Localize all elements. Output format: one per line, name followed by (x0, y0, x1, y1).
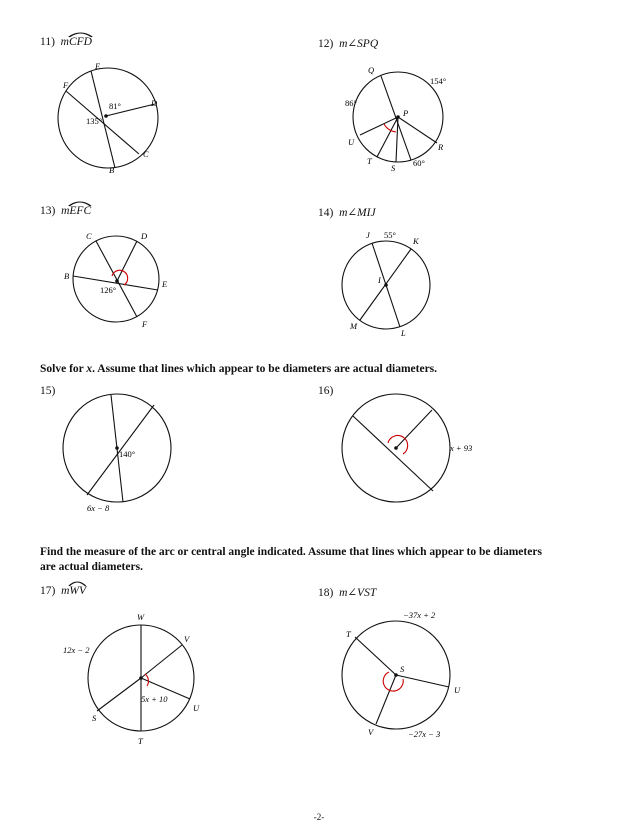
arc-value: 154° (430, 76, 447, 86)
point-label-v: V (184, 634, 190, 644)
point-label-u: U (348, 137, 355, 147)
chord-16-diagonal (353, 416, 433, 491)
line-12-t (377, 117, 398, 157)
arc-value: 60° (413, 158, 425, 168)
point-label-m: M (350, 321, 358, 331)
point-label-v: V (368, 727, 374, 737)
point-label-u: U (454, 685, 461, 695)
point-label-b: B (64, 271, 70, 281)
center-dot-13 (115, 279, 119, 283)
point-label-q: Q (368, 65, 375, 75)
line-12-s (396, 117, 398, 162)
point-label-l: L (401, 328, 406, 338)
point-label-i: I (378, 275, 381, 285)
center-points (104, 114, 400, 680)
point-label-t: T (346, 629, 351, 639)
figure-13-circle-diagram (73, 236, 159, 322)
arc-value: 86° (345, 98, 357, 108)
problem-13-label: 13) m EFC (40, 205, 91, 217)
problem-17-label: 17) m WV (40, 585, 86, 597)
arc-value: 55° (384, 230, 396, 240)
point-label-c: C (86, 231, 92, 241)
angle-value: 135° (86, 116, 103, 126)
radius-16 (396, 410, 432, 448)
point-label-w: W (137, 612, 145, 622)
arc-expression: 6x − 8 (87, 503, 110, 513)
instructions-solve: Solve for x. Assume that lines which appear to be diameters are actual diameters. (40, 363, 438, 375)
radius-17-s (97, 678, 141, 711)
arc-name: WV (69, 585, 87, 597)
point-label-u: U (193, 703, 200, 713)
page-number: -2- (313, 812, 325, 822)
problem-15-label: 15) (40, 385, 56, 397)
angle-expression: x + 93 (450, 443, 473, 453)
angle-value: 81° (109, 101, 121, 111)
point-label-p: P (403, 108, 409, 118)
instructions-find: Find the measure of the arc or central angle indicated. Assume that lines which appear to be diameters are actual diameters. (40, 546, 542, 573)
center-dot-17 (139, 676, 143, 680)
point-label-e: E (162, 279, 168, 289)
radius-18-v (376, 675, 396, 724)
point-label-s: S (92, 713, 97, 723)
point-label-f: F (63, 80, 69, 90)
center-dot-11 (104, 114, 108, 118)
point-label-b: B (109, 165, 115, 175)
radius-17-v (141, 645, 182, 678)
problem-18-label: 18) m∠VST (318, 587, 377, 599)
point-label-f: F (142, 319, 148, 329)
center-dot-16 (394, 446, 398, 450)
point-label-j: J (366, 230, 370, 240)
problem-16-label: 16) (318, 385, 334, 397)
point-label-d: D (151, 98, 158, 108)
point-label-t: T (367, 156, 372, 166)
radius-18-t (355, 637, 396, 675)
angle-expression: 5x + 10 (141, 694, 168, 704)
radius-18-u (396, 675, 449, 687)
point-label-e: E (95, 61, 101, 71)
problem-14-label: 14) m∠MIJ (318, 207, 376, 219)
point-label-k: K (413, 236, 419, 246)
chord-11-fc (66, 91, 139, 154)
arc-expression: −37x + 2 (403, 610, 436, 620)
point-label-r: R (438, 142, 444, 152)
arc-expression: −27x − 3 (408, 729, 441, 739)
angle-value: 140° (119, 449, 136, 459)
arc-name: CFD (68, 36, 92, 48)
problem-12-label: 12) m∠SPQ (318, 38, 379, 50)
point-label-s: S (391, 163, 396, 173)
center-dot-18 (394, 673, 398, 677)
point-label-s: S (400, 664, 405, 674)
arc-expression: 12x − 2 (63, 645, 90, 655)
line-12-u (360, 117, 398, 135)
arc-name: EFC (69, 205, 92, 217)
center-dot-12 (396, 115, 400, 119)
angle-value: 126° (100, 285, 117, 295)
point-label-t: T (138, 736, 143, 746)
problem-11-label: 11) m CFD (40, 36, 92, 48)
center-dot-14 (384, 283, 388, 287)
point-label-c: C (143, 149, 149, 159)
point-label-d: D (141, 231, 148, 241)
